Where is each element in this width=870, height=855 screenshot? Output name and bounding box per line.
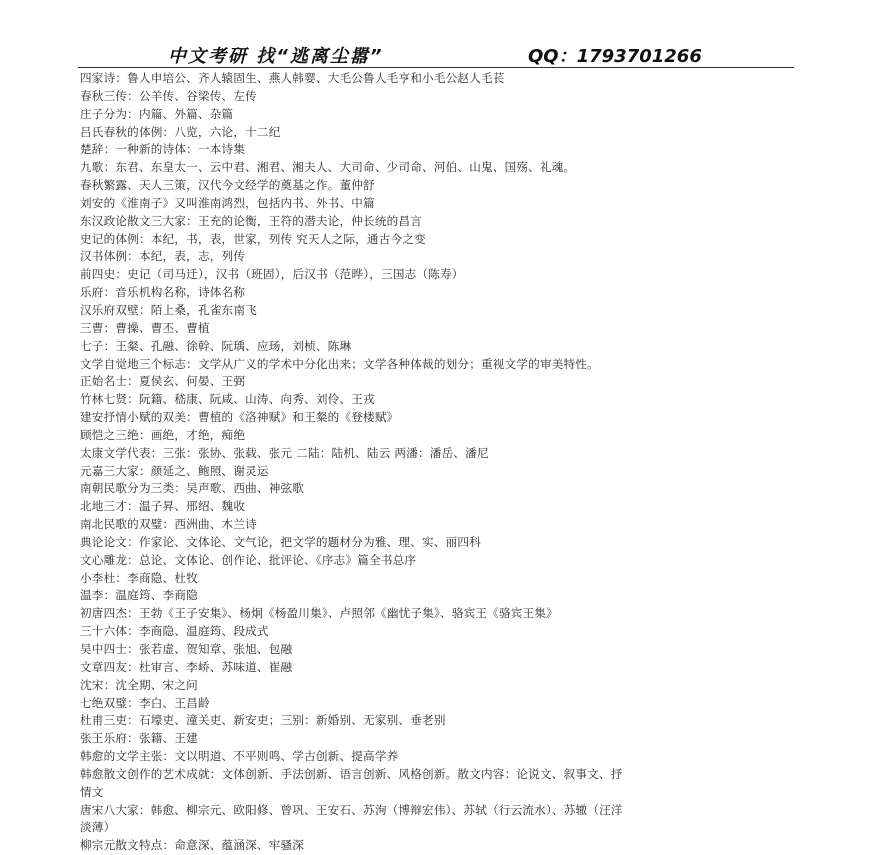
text-line: 九歌：东君、东皇太一、云中君、湘君、湘夫人、大司命、少司命、河伯、山鬼、国殇、礼魂。 xyxy=(80,160,576,175)
text-line: 乐府：音乐机构名称，诗体名称 xyxy=(80,285,246,300)
text-line: 楚辞：一种新的诗体：一本诗集 xyxy=(80,142,246,157)
text-line: 文章四友：杜审言、李峤、苏味道、崔融 xyxy=(80,659,293,674)
text-line: 吕氏春秋的体例：八览，六论，十二纪 xyxy=(80,124,281,139)
text-line: 七子：王粲、孔融、徐幹、阮瑀、应玚，刘桢、陈琳 xyxy=(80,338,352,353)
text-line: 四家诗：鲁人申培公、齐人辕固生、燕人韩婴、大毛公鲁人毛亨和小毛公赵人毛苌 xyxy=(80,71,505,85)
header-title: 中文考研 找“逃离尘嚣” xyxy=(168,46,384,67)
text-line: 正始名士：夏侯玄、何晏、王弼 xyxy=(80,374,246,389)
text-line: 文学自觉地三个标志：文学从广义的学术中分化出来；文学各种体裁的划分；重视文学的审美特性。 xyxy=(80,356,599,371)
text-line: 南朝民歌分为三类：吴声歌、西曲、神弦歌 xyxy=(80,481,305,496)
text-line: 汉乐府双壁：陌上桑，孔雀东南飞 xyxy=(80,302,257,317)
text-line: 小李杜：李商隐、杜牧 xyxy=(80,570,198,585)
text-line: 前四史：史记（司马迁），汉书（班固），后汉书（范晔），三国志（陈寿） xyxy=(80,267,464,282)
text-line: 文心雕龙：总论、文体论、创作论、批评论、《序志》篇全书总序 xyxy=(80,552,417,567)
text-line: 春秋繁露、天人三策，汉代今文经学的奠基之作。董仲舒 xyxy=(80,178,375,193)
text-line: 沈宋：沈全期、宋之问 xyxy=(80,677,198,692)
text-line: 建安抒情小赋的双美：曹植的《洛神赋》和王粲的《登楼赋》 xyxy=(80,410,399,425)
text-line: 韩愈散文创作的艺术成就：文体创新、手法创新、语言创新、风格创新。散文内容：论说文、叙事文、抒 xyxy=(80,766,623,781)
page-header xyxy=(78,42,794,68)
document-body xyxy=(80,70,794,855)
text-line: 太康文学代表：三张：张协、张载、张元 二陆：陆机、陆云 两潘：潘岳、潘尼 xyxy=(80,445,489,460)
text-line: 三曹：曹操、曹丕、曹植 xyxy=(80,320,210,335)
text-line: 竹林七贤：阮籍、嵇康、阮咸、山涛、向秀、刘伶、王戎 xyxy=(80,392,375,407)
text-line: 东汉政论散文三大家：王充的论衡，王符的潜夫论，仲长统的昌言 xyxy=(80,213,423,228)
text-line: 柳宗元散文特点：命意深、蕴涵深、牢骚深 xyxy=(80,838,305,853)
text-line: 初唐四杰：王勃《王子安集》、杨炯《杨盈川集》、卢照邻《幽忧子集》、骆宾王《骆宾王集》 xyxy=(80,606,558,621)
text-line: 北地三才：温子昇、邢绍、魏收 xyxy=(80,499,246,514)
text-line: 张王乐府：张籍、王建 xyxy=(80,731,198,746)
text-line: 吴中四士：张若虚、贺知章、张旭、包融 xyxy=(80,642,293,656)
text-line: 三十六体：李商隐、温庭筠、段成式 xyxy=(80,624,269,639)
text-line: 南北民歌的双璧：西洲曲、木兰诗 xyxy=(80,517,257,532)
text-line: 元嘉三大家：颜延之、鲍照、谢灵运 xyxy=(80,463,269,478)
text-line: 温李：温庭筠、李商隐 xyxy=(80,588,198,603)
text-line: 淡薄） xyxy=(80,820,116,835)
text-line: 汉书体例：本纪，表，志，列传 xyxy=(80,249,246,264)
text-line: 庄子分为：内篇、外篇、杂篇 xyxy=(80,106,234,121)
text-line: 杜甫三吏：石壕吏、潼关吏、新安吏；三别：新婚别、无家别、垂老别 xyxy=(80,713,446,728)
text-line: 典论论文：作家论、文体论、文气论，把文学的题材分为雅、理、实、丽四科 xyxy=(80,534,481,549)
text-line: 史记的体例：本纪，书，表，世家，列传 究天人之际，通古今之变 xyxy=(80,231,426,246)
text-line: 情文 xyxy=(80,784,104,799)
header-contact: QQ：1793701266 xyxy=(528,46,702,67)
text-line: 唐宋八大家：韩愈、柳宗元、欧阳修、曾巩、王安石、苏洵（博辩宏伟）、苏轼（行云流水）、苏辙（汪洋 xyxy=(80,802,623,817)
text-line: 七绝双璧：李白、王昌龄 xyxy=(80,695,210,710)
text-line: 刘安的《淮南子》又叫淮南鸿烈，包括内书、外书、中篇 xyxy=(80,195,375,210)
text-line: 韩愈的文学主张：文以明道、不平则鸣、学古创新、提高学养 xyxy=(80,749,399,764)
text-line: 顾恺之三绝：画绝，才绝，痴绝 xyxy=(80,427,246,442)
text-line: 春秋三传：公羊传、谷梁传、左传 xyxy=(80,88,257,103)
